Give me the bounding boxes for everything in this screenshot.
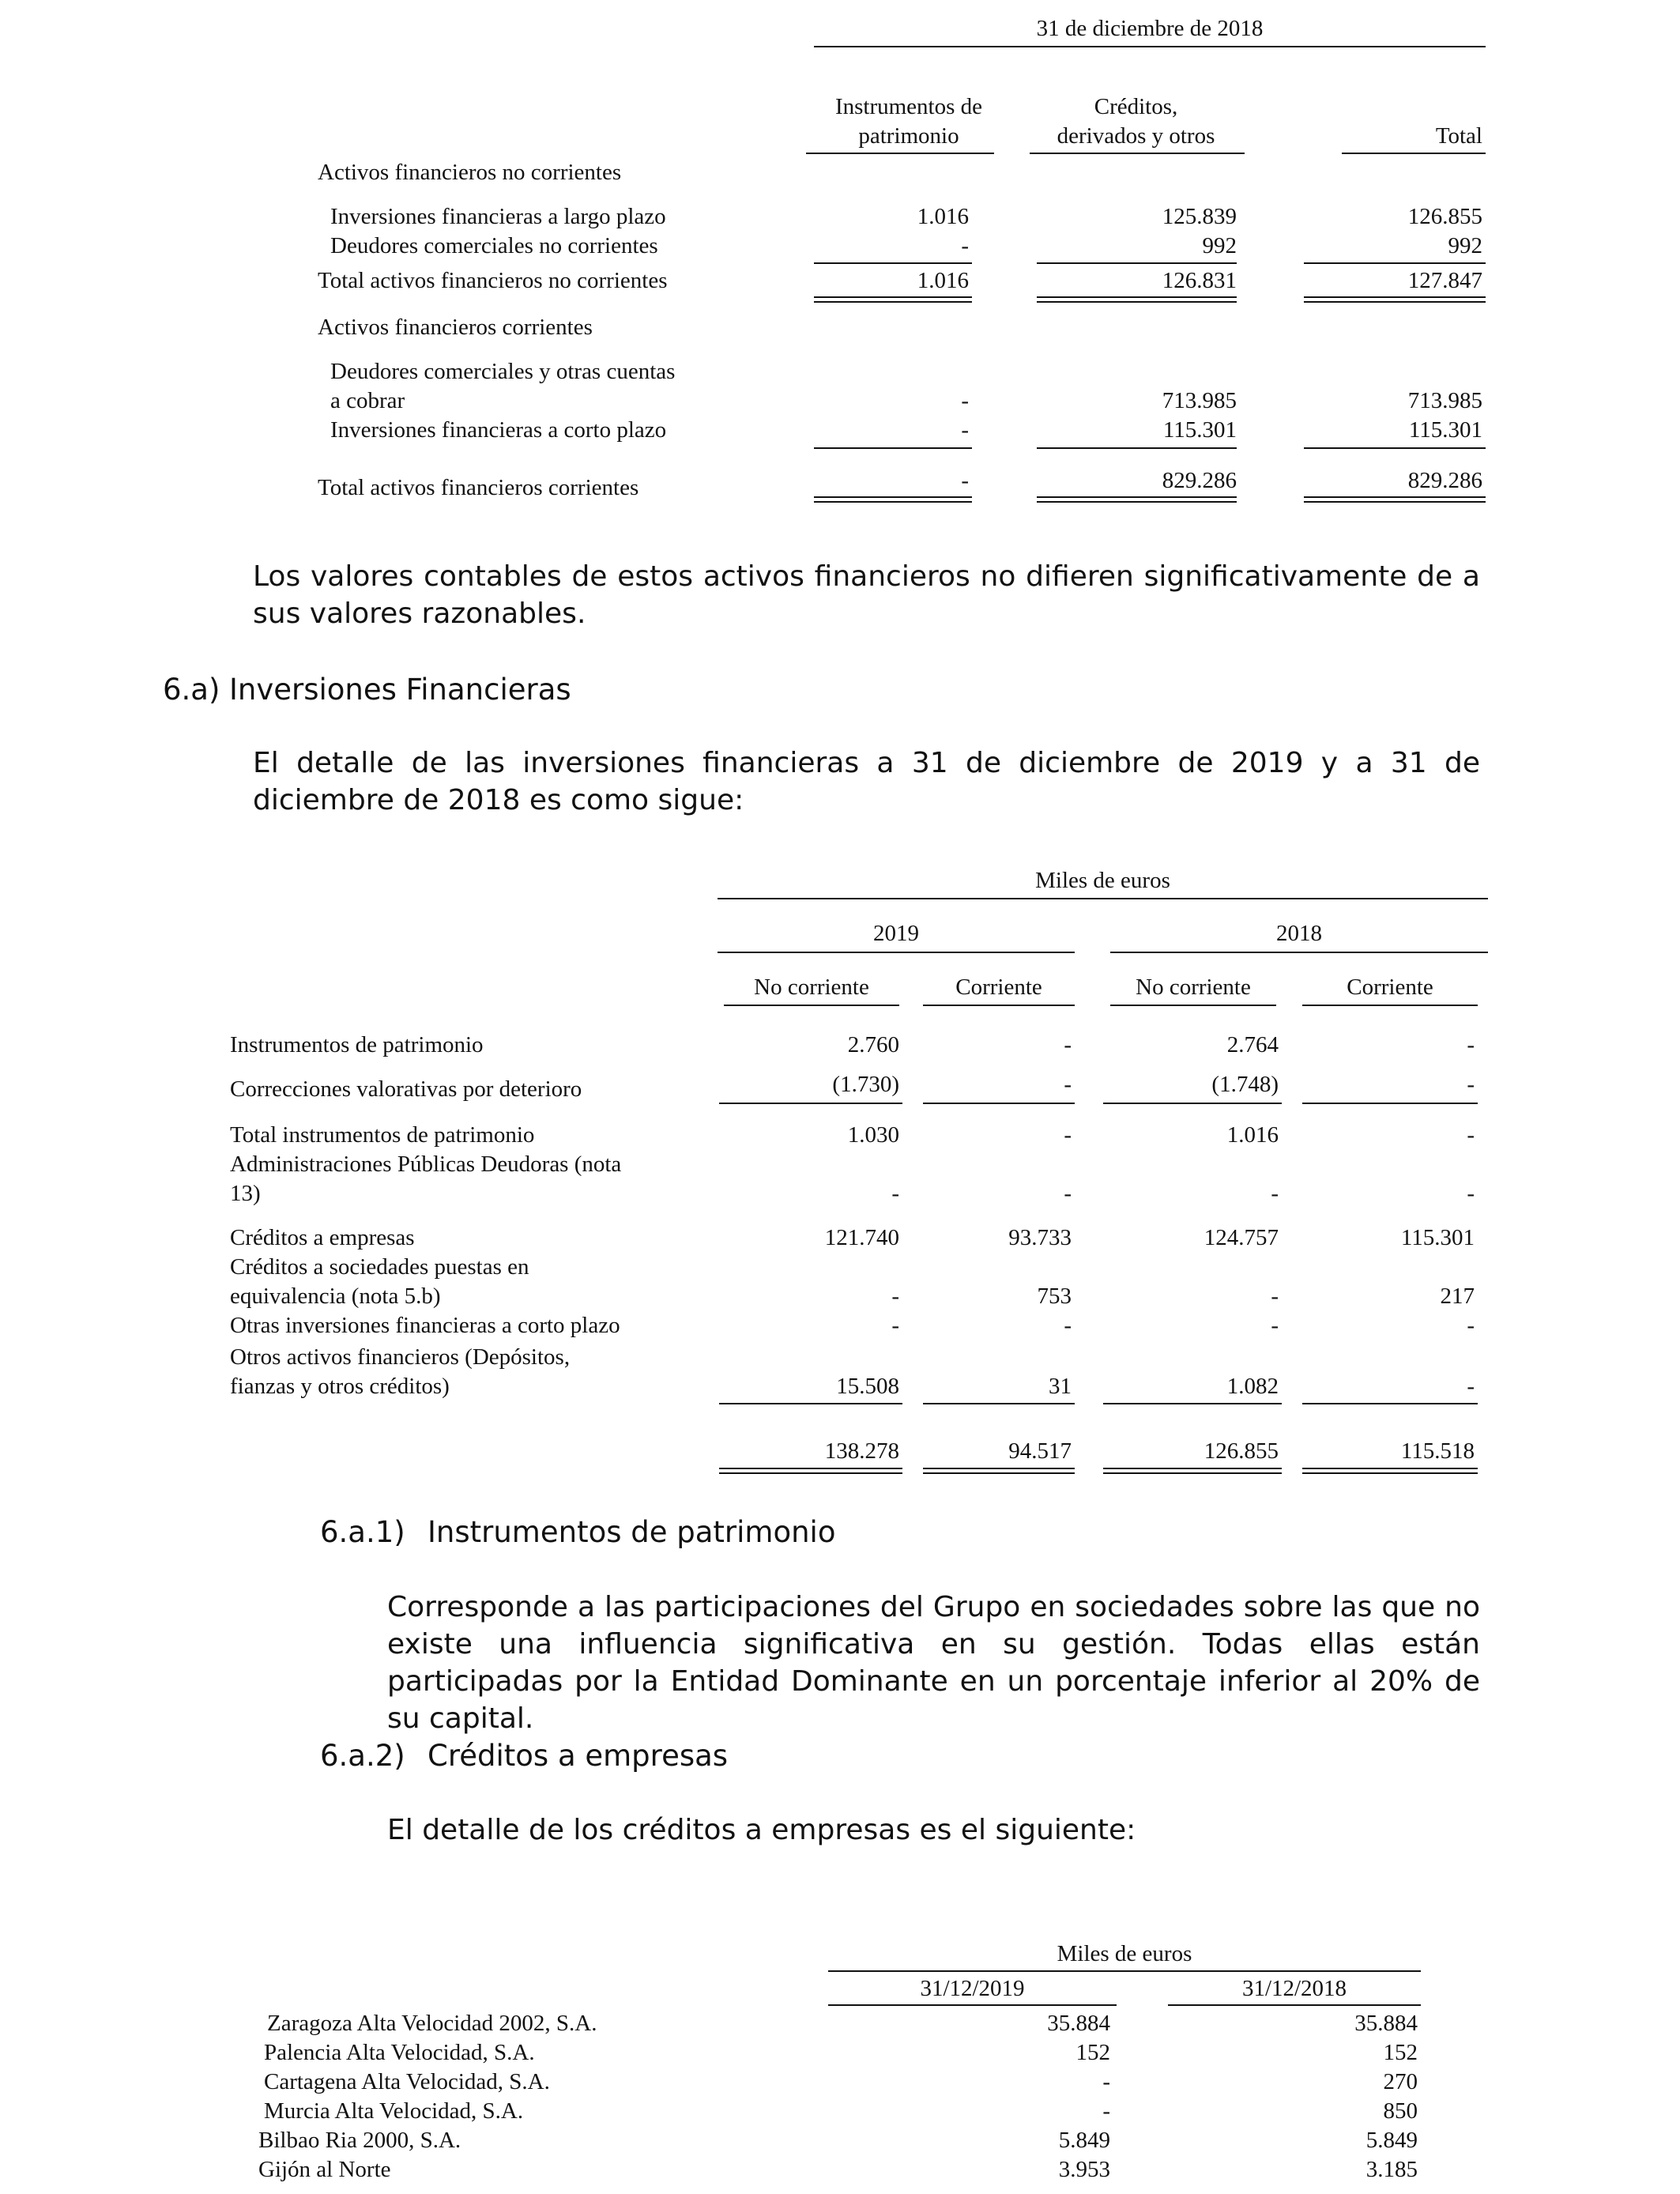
table2-cell: - — [1467, 1072, 1475, 1097]
table2-total: 138.278 — [824, 1438, 899, 1464]
table1-cell: - — [961, 388, 969, 413]
paragraph-credits-intro: El detalle de los créditos a empresas es el siguiente: — [387, 1814, 1136, 1846]
table2-row-label: Total instrumentos de patrimonio — [230, 1122, 535, 1148]
table3-cell: 3.185 — [1365, 2157, 1418, 2182]
table1-cell: 126.855 — [1407, 204, 1482, 229]
divider — [1342, 153, 1486, 154]
table2-subheader: Corriente — [955, 974, 1042, 1000]
table1-section-noncurrent: Activos financieros no corrientes — [318, 160, 622, 185]
table1-header-col1-line1: Instrumentos de — [834, 94, 983, 119]
table2-total: 94.517 — [1008, 1438, 1072, 1464]
divider — [724, 1005, 899, 1006]
divider — [719, 1403, 902, 1404]
table1-cell: - — [961, 468, 969, 493]
divider — [923, 1403, 1075, 1404]
divider — [1168, 2004, 1421, 2006]
table2-subheader: No corriente — [754, 974, 869, 1000]
table1-cell: 115.301 — [1408, 417, 1482, 443]
table2-cell: - — [1467, 1374, 1475, 1399]
section-title: Inversiones Financieras — [229, 673, 571, 707]
table2-total: 126.855 — [1203, 1438, 1279, 1464]
table3-row-label: Zaragoza Alta Velocidad 2002, S.A. — [267, 2011, 597, 2036]
table2-cell: (1.748) — [1211, 1072, 1279, 1097]
table3-row-label: Palencia Alta Velocidad, S.A. — [264, 2040, 535, 2065]
double-divider — [814, 296, 972, 303]
divider — [1302, 1103, 1478, 1104]
table1-row-label: Deudores comerciales y otras cuentas — [330, 359, 676, 384]
double-divider — [1037, 496, 1237, 503]
double-divider — [1302, 1468, 1478, 1474]
paragraph-investments-intro: El detalle de las inversiones financieras a 31 de diciembre de 2019 y a 31 de diciembre de 2018 es como sigue: — [253, 747, 1480, 816]
table3-col-2019: 31/12/2019 — [920, 1976, 1025, 2001]
table2-cell: 1.016 — [1226, 1122, 1279, 1148]
double-divider — [923, 1468, 1075, 1474]
table2-subheader: No corriente — [1136, 974, 1251, 1000]
double-divider — [1304, 496, 1486, 503]
table3-row-label: Murcia Alta Velocidad, S.A. — [264, 2098, 524, 2124]
table3-cell: 35.884 — [1354, 2011, 1418, 2036]
divider — [828, 1970, 1421, 1972]
table3-cell: - — [1102, 2098, 1110, 2124]
table1-cell: 126.831 — [1162, 268, 1237, 293]
table1-section-current: Activos financieros corrientes — [318, 315, 593, 340]
table1-row-label: Total activos financieros no corrientes — [318, 268, 668, 293]
table1-cell: - — [961, 233, 969, 258]
paragraph-fair-values: Los valores contables de estos activos financieros no difieren significativamente de a sus valores razonables. — [253, 560, 1480, 630]
section-title: Créditos a empresas — [428, 1739, 729, 1773]
divider — [1302, 1005, 1478, 1006]
table3-cell: 270 — [1383, 2069, 1418, 2094]
table3-row-label: Bilbao Ria 2000, S.A. — [258, 2128, 461, 2153]
divider — [1110, 952, 1488, 953]
table1-cell: 115.301 — [1162, 417, 1237, 443]
divider — [718, 898, 1488, 899]
table1-row-label: Deudores comerciales no corrientes — [330, 233, 658, 258]
section-number: 6.a) — [163, 673, 220, 707]
table2-cell: - — [1064, 1072, 1072, 1097]
divider — [814, 46, 1486, 47]
table2-year-2019: 2019 — [873, 921, 919, 946]
table3-unit: Miles de euros — [1057, 1941, 1192, 1966]
table2-cell: 124.757 — [1203, 1225, 1279, 1250]
section-number: 6.a.2) — [320, 1739, 405, 1773]
table1-cell: 992 — [1448, 233, 1482, 258]
table2-row-label: Administraciones Públicas Deudoras (nota — [230, 1152, 622, 1177]
table1-cell: 713.985 — [1407, 388, 1482, 413]
divider — [719, 1103, 902, 1104]
table2-cell: - — [1271, 1313, 1279, 1338]
table2-row-label: Créditos a sociedades puestas en — [230, 1254, 529, 1280]
table3-cell: - — [1102, 2069, 1110, 2094]
table2-cell: 1.082 — [1226, 1374, 1279, 1399]
divider — [923, 1103, 1075, 1104]
table1-cell: 829.286 — [1407, 468, 1482, 493]
divider — [1304, 447, 1486, 449]
double-divider — [719, 1468, 902, 1474]
table2-cell: 1.030 — [847, 1122, 899, 1148]
table2-row-label: Instrumentos de patrimonio — [230, 1032, 484, 1057]
divider — [923, 1005, 1075, 1006]
table1-cell: 1.016 — [917, 204, 969, 229]
table2-cell: 2.764 — [1226, 1032, 1279, 1057]
divider — [814, 262, 972, 264]
table1-header-col2-line1: Créditos, — [1094, 94, 1178, 119]
table2-cell: 15.508 — [836, 1374, 899, 1399]
table2-year-2018: 2018 — [1276, 921, 1322, 946]
table2-cell: - — [1064, 1313, 1072, 1338]
table2-cell: 2.760 — [847, 1032, 899, 1057]
table2-cell: - — [1467, 1122, 1475, 1148]
table2-row-label: fianzas y otros créditos) — [230, 1374, 450, 1399]
table2-cell: 121.740 — [824, 1225, 899, 1250]
divider — [806, 153, 994, 154]
table2-cell: - — [1271, 1181, 1279, 1206]
table2-cell: (1.730) — [832, 1072, 899, 1097]
double-divider — [1304, 296, 1486, 303]
table2-cell: 93.733 — [1008, 1225, 1072, 1250]
table3-cell: 5.849 — [1058, 2128, 1110, 2153]
divider — [828, 2004, 1117, 2006]
table1-header-col2-line2: derivados y otros — [1057, 123, 1215, 149]
divider — [718, 952, 1075, 953]
table1-cell: 992 — [1202, 233, 1237, 258]
table2-row-label: 13) — [230, 1181, 261, 1206]
table2-row-label: Otros activos financieros (Depósitos, — [230, 1344, 571, 1370]
table2-cell: 31 — [1049, 1374, 1072, 1399]
table3-cell: 35.884 — [1047, 2011, 1110, 2036]
paragraph-equity-instruments: Corresponde a las participaciones del Grupo en sociedades sobre las que no existe una influencia significativa en su gestión. Todas ellas están participadas por la Entidad Dominante en un porcentaje inferior al 20% de su capital. — [387, 1591, 1480, 1735]
table3-cell: 152 — [1383, 2040, 1418, 2065]
section-title: Instrumentos de patrimonio — [428, 1515, 836, 1549]
table2-cell: - — [891, 1284, 899, 1309]
section-number: 6.a.1) — [320, 1515, 405, 1549]
table2-cell: 753 — [1037, 1284, 1072, 1309]
table1-row-label: Inversiones financieras a corto plazo — [330, 417, 667, 443]
divider — [814, 447, 972, 449]
table1-cell: 829.286 — [1162, 468, 1237, 493]
table3-cell: 3.953 — [1058, 2157, 1110, 2182]
table2-subheader: Corriente — [1347, 974, 1433, 1000]
double-divider — [814, 496, 972, 503]
divider — [1037, 262, 1237, 264]
table2-cell: - — [1064, 1181, 1072, 1206]
table1-row-label: a cobrar — [330, 388, 405, 413]
divider — [1110, 1005, 1276, 1006]
table1-cell: 713.985 — [1162, 388, 1237, 413]
table2-row-label: Correcciones valorativas por deterioro — [230, 1076, 582, 1102]
table1-cell: - — [961, 417, 969, 443]
table1-cell: 125.839 — [1162, 204, 1237, 229]
table1-period: 31 de diciembre de 2018 — [1036, 16, 1264, 41]
table1-row-label: Total activos financieros corrientes — [318, 475, 639, 500]
table1-row-label: Inversiones financieras a largo plazo — [330, 204, 666, 229]
table3-cell: 5.849 — [1365, 2128, 1418, 2153]
divider — [1302, 1403, 1478, 1404]
table2-cell: - — [1467, 1313, 1475, 1338]
table2-row-label: Otras inversiones financieras a corto plazo — [230, 1313, 620, 1338]
divider — [1103, 1103, 1282, 1104]
table1-cell: 1.016 — [917, 268, 969, 293]
double-divider — [1103, 1468, 1282, 1474]
table2-cell: 115.301 — [1400, 1225, 1475, 1250]
table2-cell: - — [1467, 1181, 1475, 1206]
table3-row-label: Cartagena Alta Velocidad, S.A. — [264, 2069, 550, 2094]
table2-total: 115.518 — [1400, 1438, 1475, 1464]
double-divider — [1037, 296, 1237, 303]
divider — [1037, 447, 1237, 449]
table3-col-2018: 31/12/2018 — [1241, 1976, 1347, 2001]
divider — [1030, 153, 1245, 154]
table2-row-label: equivalencia (nota 5.b) — [230, 1284, 441, 1309]
table1-cell: 127.847 — [1407, 268, 1482, 293]
table3-cell: 850 — [1383, 2098, 1418, 2124]
divider — [1304, 262, 1486, 264]
table2-cell: - — [1064, 1122, 1072, 1148]
table1-header-col1-line2: patrimonio — [858, 123, 959, 149]
table2-cell: 217 — [1440, 1284, 1475, 1309]
table2-cell: - — [1064, 1032, 1072, 1057]
table2-cell: - — [1271, 1284, 1279, 1309]
divider — [1103, 1403, 1282, 1404]
table2-cell: - — [1467, 1032, 1475, 1057]
table3-cell: 152 — [1075, 2040, 1110, 2065]
table2-cell: - — [891, 1313, 899, 1338]
table3-row-label: Gijón al Norte — [258, 2157, 391, 2182]
table2-row-label: Créditos a empresas — [230, 1225, 415, 1250]
table2-unit: Miles de euros — [1035, 868, 1170, 893]
table1-header-col3: Total — [1435, 123, 1482, 149]
table2-cell: - — [891, 1181, 899, 1206]
